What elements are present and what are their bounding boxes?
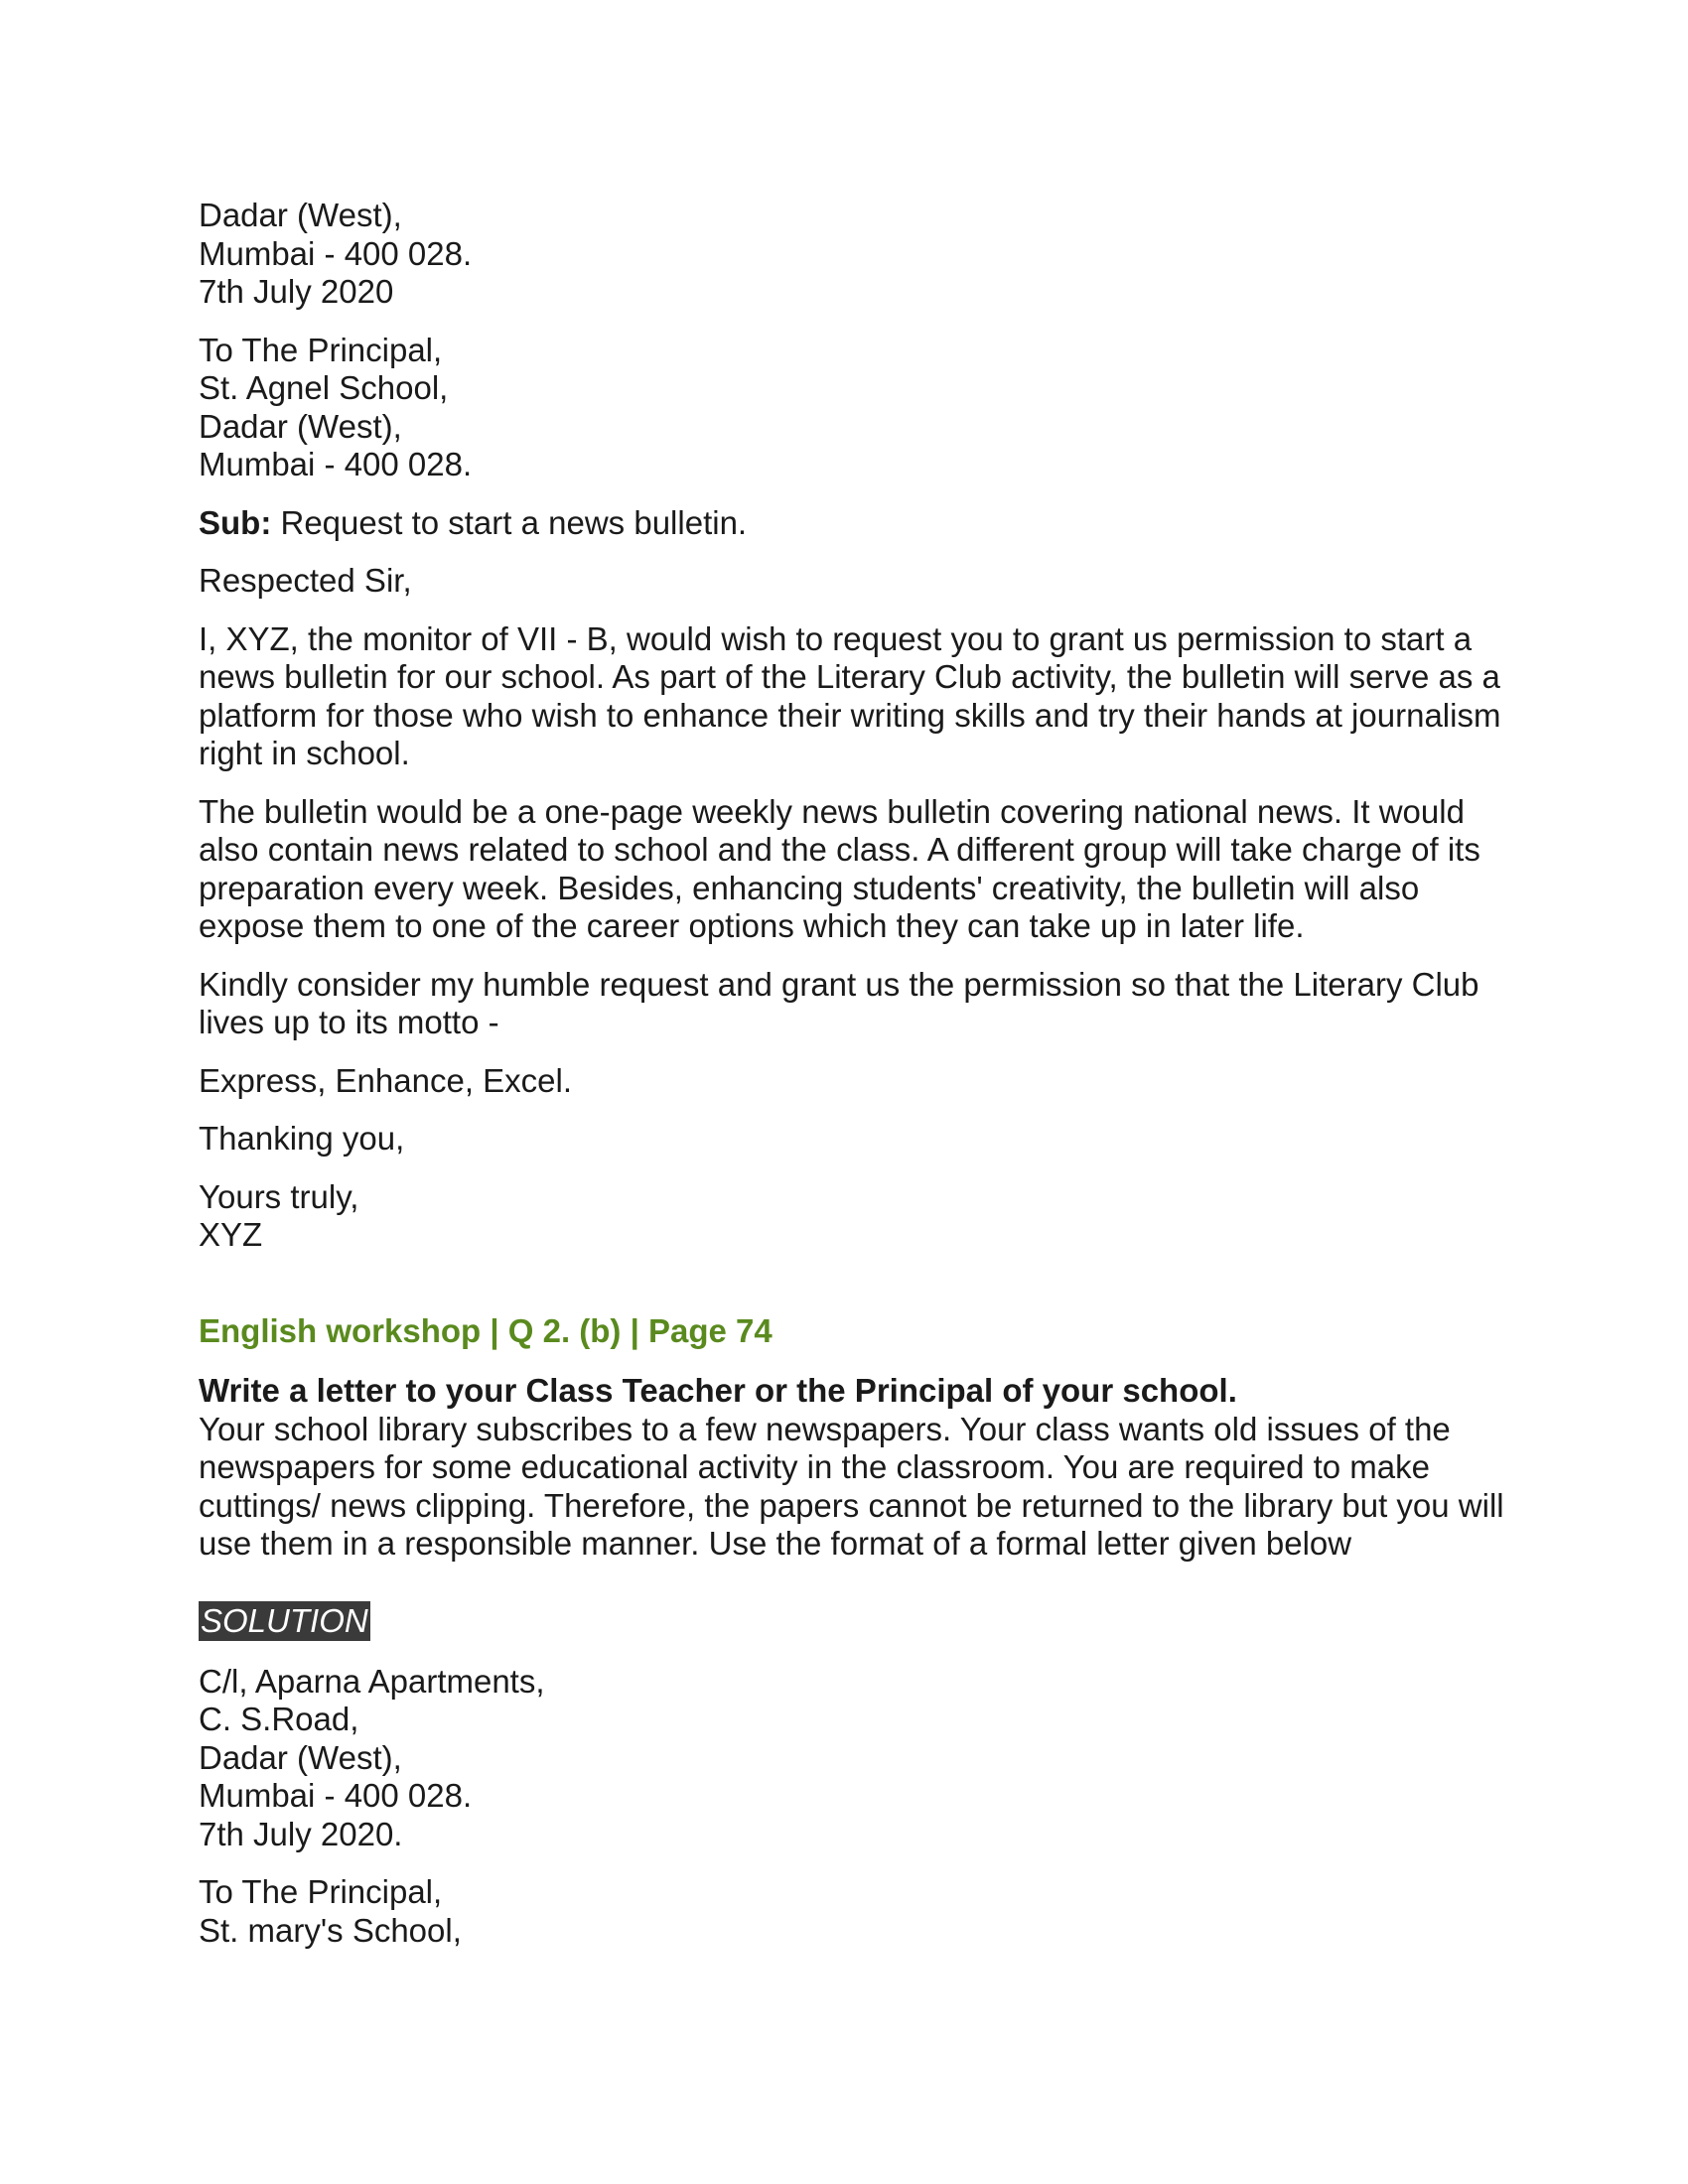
section-heading: English workshop | Q 2. (b) | Page 74 bbox=[199, 1311, 773, 1349]
question-title: Write a letter to your Class Teacher or the Principal of your school. bbox=[199, 1372, 1237, 1409]
letter-date: 7th July 2020 bbox=[199, 273, 394, 310]
signer-name: XYZ bbox=[199, 1216, 263, 1253]
address-line: C. S.Road, bbox=[199, 1701, 359, 1737]
recipient-address-2 bbox=[199, 1873, 1509, 1950]
subject-label: Sub: bbox=[199, 503, 272, 541]
body-paragraph-2: The bulletin would be a one-page weekly news bulletin covering national news. It would also contain news related to school and the class. A different group will take charge of its preparation every week. Besides, enhancing students' creativity, the bulletin will also expose them to one of the career options which they can take up in later life. bbox=[199, 792, 1480, 944]
letter-date: 7th July 2020. bbox=[199, 1815, 403, 1852]
address-line: To The Principal, bbox=[199, 331, 443, 368]
question-text: Your school library subscribes to a few newspapers. Your class wants old issues of the newspapers for some educational activity in the classroom. You are required to make cuttings/ news clipping. Therefore, the papers cannot be returned to the library but you will use them in a responsible manner. Use the format of a formal letter given below bbox=[199, 1410, 1504, 1562]
document-page bbox=[199, 197, 1509, 1970]
address-line: Dadar (West), bbox=[199, 197, 402, 233]
address-line: To The Principal, bbox=[199, 1873, 443, 1910]
signoff-line: Yours truly, bbox=[199, 1177, 359, 1215]
address-line: Dadar (West), bbox=[199, 407, 402, 445]
sender-address bbox=[199, 197, 1509, 312]
subject-line bbox=[199, 504, 1509, 543]
address-line: Mumbai - 400 028. bbox=[199, 446, 473, 482]
address-line: Mumbai - 400 028. bbox=[199, 1777, 473, 1814]
salutation: Respected Sir, bbox=[199, 562, 412, 599]
address-line: Mumbai - 400 028. bbox=[199, 234, 473, 272]
sender-address-2 bbox=[199, 1663, 1509, 1854]
solution-label: SOLUTION bbox=[201, 1601, 368, 1639]
address-line: St. Agnel School, bbox=[199, 369, 449, 406]
solution-label-wrap bbox=[199, 1601, 1509, 1641]
recipient-address bbox=[199, 332, 1509, 484]
question-block bbox=[199, 1372, 1509, 1564]
subject-text: Request to start a news bulletin. bbox=[271, 503, 748, 541]
address-line: Dadar (West), bbox=[199, 1738, 402, 1776]
body-paragraph-3: Kindly consider my humble request and grant us the permission so that the Literary Club lives up to its motto - bbox=[199, 965, 1479, 1040]
signoff bbox=[199, 1178, 1509, 1255]
address-line: St. mary's School, bbox=[199, 1911, 462, 1949]
motto: Express, Enhance, Excel. bbox=[199, 1061, 573, 1099]
closing: Thanking you, bbox=[199, 1120, 405, 1157]
address-line: C/l, Aparna Apartments, bbox=[199, 1662, 545, 1700]
body-paragraph-1: I, XYZ, the monitor of VII - B, would wish to request you to grant us permission to start a news bulletin for our school. As part of the Literary Club activity, the bulletin will serve as a platform for those who wish to enhance their writing skills and try their hands at journalism right in school. bbox=[199, 619, 1501, 771]
